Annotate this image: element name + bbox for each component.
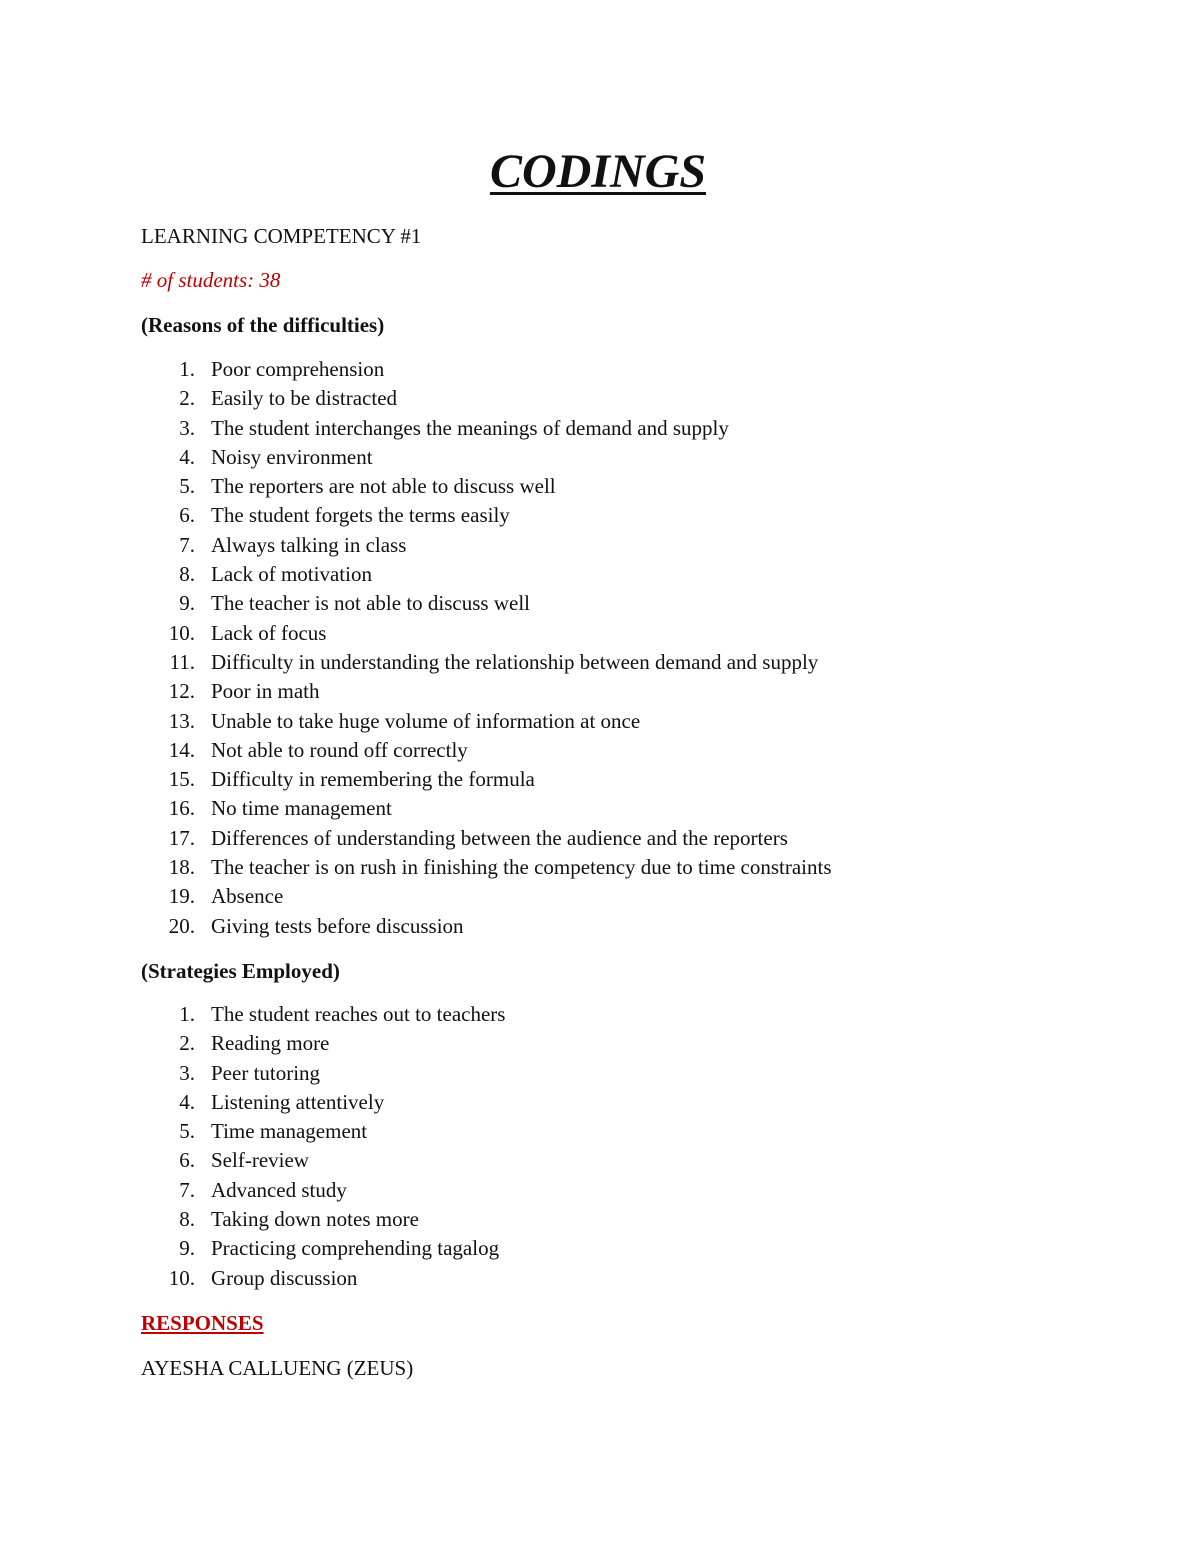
- list-number: 4.: [179, 444, 195, 469]
- list-text: Differences of understanding between the audience and the reporters: [211, 825, 788, 850]
- list-number: 11.: [169, 649, 195, 674]
- list-text: Taking down notes more: [211, 1207, 419, 1232]
- list-number: 13.: [168, 708, 195, 733]
- list-number: 3.: [179, 1060, 195, 1085]
- list-item: [141, 1000, 1141, 1029]
- list-number: 4.: [179, 1089, 195, 1114]
- list-number: 15.: [168, 767, 195, 792]
- list-number: 9.: [179, 591, 195, 616]
- list-item: [141, 824, 1141, 853]
- list-item: [141, 531, 1141, 560]
- list-item: [141, 1146, 1141, 1175]
- list-text: Self-review: [211, 1148, 309, 1173]
- list-item: [141, 853, 1141, 882]
- list-number: 20.: [168, 913, 195, 938]
- list-text: Advanced study: [211, 1177, 347, 1202]
- list-text: Noisy environment: [211, 444, 373, 469]
- list-text: Practicing comprehending tagalog: [211, 1236, 500, 1261]
- strategies-heading: (Strategies Employed): [141, 959, 340, 983]
- reasons-heading: (Reasons of the difficulties): [141, 313, 385, 337]
- list-text: Absence: [211, 884, 284, 909]
- list-item: [141, 560, 1141, 589]
- competency-label: LEARNING COMPETENCY #1: [141, 224, 422, 248]
- list-number: 3.: [179, 415, 195, 440]
- list-item: [141, 384, 1141, 413]
- list-text: Lack of motivation: [211, 562, 372, 587]
- list-item: [141, 501, 1141, 530]
- list-number: 7.: [179, 532, 195, 557]
- list-item: [141, 736, 1141, 765]
- list-text: Time management: [211, 1119, 368, 1144]
- list-number: 19.: [168, 884, 195, 909]
- list-item: [141, 1117, 1141, 1146]
- list-text: The student forgets the terms easily: [211, 503, 510, 528]
- list-number: 14.: [168, 737, 195, 762]
- list-text: The student interchanges the meanings of demand and supply: [211, 415, 729, 440]
- list-item: [141, 912, 1141, 941]
- list-item: [141, 677, 1141, 706]
- list-number: 10.: [168, 1265, 195, 1290]
- list-text: Lack of focus: [211, 620, 327, 645]
- list-number: 5.: [179, 474, 195, 499]
- strategies-list: [141, 1000, 1141, 1293]
- list-text: Not able to round off correctly: [211, 737, 468, 762]
- list-text: Always talking in class: [211, 532, 407, 557]
- list-text: The teacher is not able to discuss well: [211, 591, 530, 616]
- list-item: [141, 355, 1141, 384]
- student-count: # of students: 38: [141, 268, 281, 292]
- list-text: Reading more: [211, 1031, 330, 1056]
- list-number: 7.: [179, 1177, 195, 1202]
- list-item: [141, 1205, 1141, 1234]
- list-number: 6.: [179, 503, 195, 528]
- list-number: 2.: [179, 386, 195, 411]
- list-number: 2.: [179, 1031, 195, 1056]
- list-number: 8.: [179, 562, 195, 587]
- list-item: [141, 882, 1141, 911]
- responses-heading: RESPONSES: [141, 1311, 264, 1335]
- list-text: Group discussion: [211, 1265, 358, 1290]
- list-text: No time management: [211, 796, 392, 821]
- list-number: 16.: [168, 796, 195, 821]
- list-number: 17.: [168, 825, 195, 850]
- list-item: [141, 765, 1141, 794]
- list-text: Difficulty in understanding the relationship between demand and supply: [211, 649, 819, 674]
- list-text: Giving tests before discussion: [211, 913, 464, 938]
- list-text: Easily to be distracted: [211, 386, 398, 411]
- document-title: CODINGS: [489, 145, 707, 198]
- list-text: Listening attentively: [211, 1089, 385, 1114]
- list-item: [141, 589, 1141, 618]
- list-item: [141, 707, 1141, 736]
- list-item: [141, 1029, 1141, 1058]
- list-text: Poor in math: [211, 679, 320, 704]
- list-item: [141, 414, 1141, 443]
- list-text: The student reaches out to teachers: [211, 1002, 506, 1026]
- list-text: Peer tutoring: [211, 1060, 321, 1085]
- list-text: The reporters are not able to discuss well: [211, 474, 556, 499]
- list-item: [141, 472, 1141, 501]
- reasons-list: [141, 355, 1141, 941]
- list-number: 1.: [179, 357, 195, 381]
- list-text: The teacher is on rush in finishing the competency due to time constraints: [211, 855, 832, 880]
- list-item: [141, 648, 1141, 677]
- list-item: [141, 619, 1141, 648]
- list-item: [141, 794, 1141, 823]
- list-number: 9.: [179, 1236, 195, 1261]
- list-text: Unable to take huge volume of information at once: [211, 708, 641, 733]
- list-item: [141, 1059, 1141, 1088]
- list-text: Poor comprehension: [211, 357, 385, 381]
- list-number: 6.: [179, 1148, 195, 1173]
- list-number: 5.: [179, 1119, 195, 1144]
- list-number: 1.: [179, 1002, 195, 1026]
- list-number: 12.: [168, 679, 195, 704]
- list-text: Difficulty in remembering the formula: [211, 767, 535, 792]
- list-number: 8.: [179, 1207, 195, 1232]
- list-item: [141, 1264, 1141, 1293]
- list-item: [141, 443, 1141, 472]
- list-number: 10.: [168, 620, 195, 645]
- list-item: [141, 1088, 1141, 1117]
- respondent-name: AYESHA CALLUENG (ZEUS): [141, 1356, 414, 1380]
- list-item: [141, 1234, 1141, 1263]
- list-item: [141, 1176, 1141, 1205]
- list-number: 18.: [168, 855, 195, 880]
